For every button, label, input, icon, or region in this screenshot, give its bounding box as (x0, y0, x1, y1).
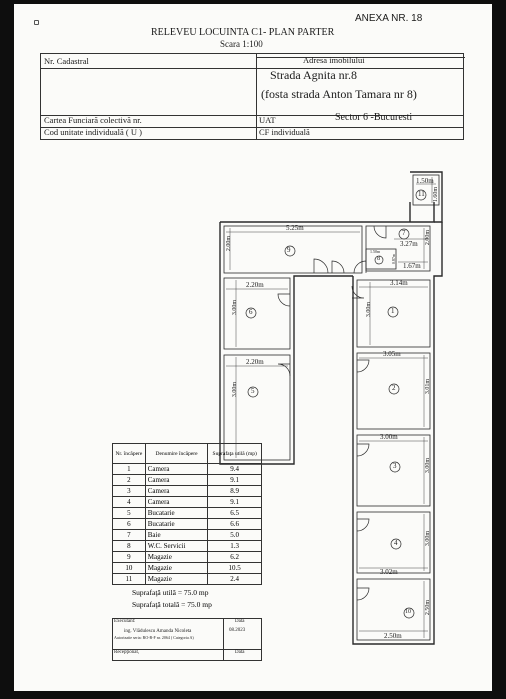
table-row (113, 497, 262, 508)
room-nr-cell: 9 (113, 552, 146, 563)
dimension-label: 3.00m (232, 300, 238, 316)
authorization-text: Autorizatie seria: RO-B-F nr. 2064 ( Categoria A) (114, 635, 194, 640)
uat-label: UAT (259, 115, 276, 125)
table-row (113, 541, 262, 552)
dimension-label: 2.20m (246, 281, 264, 289)
document-sheet (14, 4, 492, 691)
room-area-cell: 6.5 (208, 508, 262, 519)
dimension-label: 3.00m (425, 531, 431, 547)
dimension-label: 2.50m (384, 632, 402, 640)
room-nr-cell: 1 (113, 464, 146, 475)
room-area-cell: 9.4 (208, 464, 262, 475)
room-nr-cell: 10 (113, 563, 146, 574)
table-row (113, 552, 262, 563)
cod-unitate-label: Cod unitate individuală ( U ) (44, 127, 142, 137)
room-area-cell: 6.6 (208, 519, 262, 530)
dimension-label: 2.20m (246, 358, 264, 366)
engineer-name: ing. Vlădulescu Amanda Nicoleta (124, 629, 192, 634)
room-nr-cell: 7 (113, 530, 146, 541)
room-nr-cell: 8 (113, 541, 146, 552)
room-number: 3 (393, 462, 397, 470)
plan-labels (14, 4, 492, 691)
receptionat-label: Recepţionat, (114, 650, 140, 655)
room-area-cell: 1.3 (208, 541, 262, 552)
room-nr-cell: 3 (113, 486, 146, 497)
total-area: Suprafaţă totală = 75.0 mp (132, 600, 212, 609)
document-title: RELEVEU LOCUINTA C1- PLAN PARTER (151, 27, 335, 38)
room-number: 8 (377, 256, 380, 262)
room-name-cell: Baie (145, 530, 208, 541)
room-name-cell: Magazie (145, 552, 208, 563)
room-nr-cell: 2 (113, 475, 146, 486)
room-name-cell: Camera (145, 475, 208, 486)
uat-value: Sector 6 -Bucuresti (335, 112, 413, 123)
room-number: 6 (249, 308, 253, 316)
dimension-label: 5.25m (286, 224, 304, 232)
annex-label: ANEXA NR. 18 (355, 13, 423, 24)
room-name-cell: Bucatarie (145, 519, 208, 530)
dimension-label: 3.01m (425, 379, 431, 395)
table-row (113, 486, 262, 497)
date-label: Data (235, 650, 245, 655)
date-label: Data (235, 619, 245, 624)
dimension-label: 1.50m (416, 177, 434, 185)
column-header: Suprafaţa utilă (mp) (208, 444, 262, 464)
room-area-cell: 2.4 (208, 574, 262, 585)
former-street-address: (fosta strada Anton Tamara nr 8) (261, 87, 417, 101)
executant-label: Executant: (114, 619, 136, 624)
address-label: Adresa imobilului (303, 55, 365, 65)
table-row (113, 574, 262, 585)
dimension-label: 3.00m (366, 302, 372, 318)
date-value: 08.2023 (229, 628, 246, 633)
room-number: 9 (287, 246, 291, 254)
dimension-label: 3.00m (232, 382, 238, 398)
room-area-cell: 9.1 (208, 497, 262, 508)
room-area-cell: 6.2 (208, 552, 262, 563)
room-number: 2 (392, 384, 396, 392)
room-nr-cell: 6 (113, 519, 146, 530)
dimension-label: 3.05m (383, 350, 401, 358)
dimension-label: 2.00m (226, 236, 232, 252)
nr-cadastral-label: Nr. Cadastral (44, 56, 89, 66)
room-area-cell: 8.9 (208, 486, 262, 497)
table-row (113, 475, 262, 486)
dimension-label: 3.14m (390, 279, 408, 287)
dimension-label: 3.00m (380, 433, 398, 441)
room-number: 7 (402, 229, 406, 237)
table-row (113, 508, 262, 519)
table-row (113, 563, 262, 574)
room-nr-cell: 5 (113, 508, 146, 519)
room-name-cell: Magazie (145, 563, 208, 574)
room-number: 10 (405, 609, 411, 615)
table-row (113, 530, 262, 541)
dimension-label: 1.67m (403, 262, 421, 270)
room-name-cell: W.C. Servicii (145, 541, 208, 552)
column-header: Denumire încăpere (145, 444, 208, 464)
room-name-cell: Bucatarie (145, 508, 208, 519)
cf-individuala-label: CF individuală (259, 127, 310, 137)
room-number: 11 (418, 190, 425, 198)
street-address: Strada Agnita nr.8 (270, 68, 357, 82)
scale-label: Scara 1:100 (220, 39, 263, 49)
dimension-label: 1.50m (370, 249, 381, 254)
dimension-label: 2.00m (425, 230, 431, 246)
room-name-cell: Camera (145, 464, 208, 475)
room-name-cell: Camera (145, 497, 208, 508)
carte-funciara-label: Cartea Funciară colectivă nr. (44, 115, 142, 125)
room-number: 1 (391, 307, 395, 315)
dimension-label: 1.60m (433, 187, 439, 203)
room-name-cell: Camera (145, 486, 208, 497)
dimension-label: 0.87m (391, 254, 396, 265)
rooms-area-table (112, 443, 262, 585)
table-row (113, 519, 262, 530)
dimension-label: 3.02m (380, 568, 398, 576)
useful-area-total: Suprafaţă utilă = 75.0 mp (132, 588, 209, 597)
table-header-row (113, 444, 262, 464)
room-nr-cell: 11 (113, 574, 146, 585)
column-header: Nr. încăpere (113, 444, 146, 464)
table-row (113, 464, 262, 475)
room-number: 5 (251, 387, 255, 395)
room-area-cell: 9.1 (208, 475, 262, 486)
room-area-cell: 10.5 (208, 563, 262, 574)
dimension-label: 3.27m (400, 240, 418, 248)
room-number: 4 (394, 539, 398, 547)
room-area-cell: 5.0 (208, 530, 262, 541)
room-nr-cell: 4 (113, 497, 146, 508)
room-name-cell: Magazie (145, 574, 208, 585)
dimension-label: 3.00m (425, 458, 431, 474)
dimension-label: 2.50m (425, 600, 431, 616)
